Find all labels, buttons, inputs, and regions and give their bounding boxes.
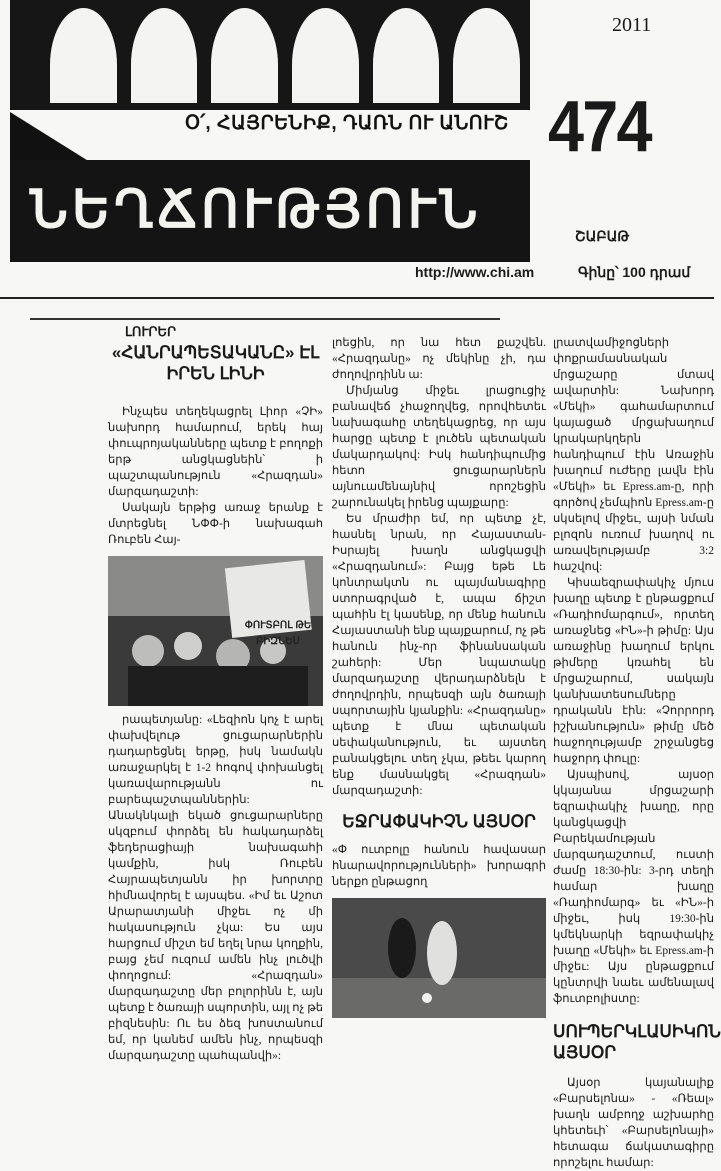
article-body: լրատվամիջոցների փոքրամասնական մրցաշարը մտավ ավարտին: Նախորդ «Մեկի» գահամարտում կայացած մրցախաղում կրակարկղերն հանդիպում էին Առաջին խաղում ուժերը լավն էին «Մեկի» եւ Epress.am-ը, որի գործով չեմպիոն Epress.am-ը սկսելով միջեւ, այսի նման բլոզոն ուռում խաղով ու առավելությամբ 3:2 հաշվով: <box>553 337 714 573</box>
issue-price: Գինը՝ 100 դրամ <box>578 264 691 280</box>
protest-sign-text: ՓՈՒՏԲՈԼ ԹԵ ԲԻԶՆԵՍ <box>244 620 312 647</box>
article-body: րապետյանը: «Լեզիոն կոչ է արել փախվելութ ցուցարարներին դադարեցնել երթը, իսկ նամակն առաջարկել է 1-2 հոգով փոխանցել կառավարությանն ու բարեպաշտպաններին: Անակնկալի եկած ցուցարարները սկզբում փորձել են հակադարձել ֆեդերացիայի նախագահի կամքին, իսկ Ռուբեն Հայրապետյանն իր խորտրը հիմնավորել է այսպես. «Իմ եւ Աշոտ Արարատյանի միջեւ ոչ մի հակասություն չկա: Ես այս հարցում միշտ եմ եղել նրա կողքին, բայց չեմ ուզում ամեն ինչ լուծվի փողոցում: «Հրազդան» մարզադաշտը մեր բոլորինն է, այն պետք է ծառայի սպորտին, այլ ոչ թե բիզնեսին: Ու ես ձեզ խոստանում եմ, որ կանեմ ամեն ինչ, որպեսզի մարզադաշտը պահպանվի»: <box>108 714 323 1062</box>
article-lead: «Փ ուտբոլը հանուն հավասար հնարավորությունների» խորագրի ներքո ընթացող <box>332 844 546 888</box>
masthead <box>10 0 530 262</box>
article-headline: «ՀԱՆՐԱՊԵՏԱԿԱՆԸ» ԷԼ ԻՐԵՆ ԼԻՆԻ <box>111 343 320 383</box>
protest-photo <box>108 556 323 706</box>
article-headline: ՍՈՒՊԵՐԿԼԱՍԻԿՈՆ ԱՅՍՕՐ <box>553 1022 721 1062</box>
football-photo-image <box>332 898 546 1018</box>
article-body: Միմյանց միջեւ լրացուցիչ բանավեճ չհաջողվեց, որովհետեւ նախագահը տեղեկացրեց, որ այս հարցը պետք է լուծեն պետական մակարդակով: Իսկ հանդիպումից հետո ցուցարարներն այնուամենայնիվ որոշեցին շարունակել իրենց պայքարը: <box>332 385 546 509</box>
article-body: լոեցին, որ նա հետ քաշվեն. «Հրազդանը» ոչ մեկինը չի, դա ժողովրդինն ա: <box>332 337 546 381</box>
masthead-divider <box>0 297 714 299</box>
article-body: Այսպիսով, այսօր կկայանա մրցաշարի եզրափակիչ խաղը, որը կանցկացվի Բարեկամության մարզադաշտում, ուստի ժամը 18:30-ին: 3-րդ տեղի համար խաղը «Ռադիոմարգ» եւ «ԻՆ»-ի միջեւ, իսկ 19:30-ին կմեկնարկի եզրափակիչ խաղը «Մեկի» եւ Epress.am-ի միջեւ: Այս ընթացքում կընտրվի նաեւ ամենալավ ֆուտբոլիստը: <box>553 769 714 1005</box>
masthead-logo-bottom <box>10 160 530 262</box>
article-lead: Ինչպես տեղեկացրել Լիոր «ՉԻ» նախորդ համարում, երեկ հայ փուպրոյականները պետք է բողոքի երթ անցկացնեին՝ ի պաշտպանություն «Հրազդան» մարզադաշտի: <box>108 406 323 498</box>
article-lead: Այսօր կայանալիք «Բարսելոնա» - «Ռեալ» խաղն ամբողջ աշխարհը կհետեւի՝ «Բարսելոնայի» հետագա ճակատագիրը որոշելու համար: <box>553 1077 714 1169</box>
article-column-1 <box>108 342 323 1064</box>
issue-year: 2011 <box>612 14 652 36</box>
article-headline: ԵՋՐԱՓԱԿԻՉՆ ԱՅՍՕՐ <box>342 812 536 831</box>
website-url[interactable]: http://www.chi.am <box>415 264 535 280</box>
article-body: Կիսաեզրափակիչ մյուս խաղը պետք է ընթացքում «Ռադիոմարգում», որտեղ առաջնեց «ԻՆ»-ի թիմը: Այս առաջինը խաղում երկու թիմերը կռահել են մրցաշարում, սակայն կանխատեսումները դրականն էին: «Չորրորդ իշխանություն» թիմը մեծ հաջողությամբ շրջանցեց հաջորդ փուլը: <box>553 577 714 765</box>
section-divider <box>30 318 500 320</box>
issue-number: 474 <box>548 87 651 167</box>
article-column-2 <box>332 335 546 1018</box>
masthead-slogan: Օ՛, ՀԱՅՐԵՆԻՔ, ԴԱՌՆ ՈՒ ԱՆՈՒՇ <box>185 113 509 134</box>
football-photo <box>332 898 546 1018</box>
article-body: Ես մրաժիր եմ, որ պետք չէ, հասնել նրան, որ Հայաստան-Իսրայել խաղն անցկացվի «Հրազդանում»: Բայց եթե Լե կոնտրակտն ու պայմանագիրը ստորագրված է, ապա ճիշտ պահին էլ կասենք, որ մենք հանուն Հայաստանի ենք պայքարում, ոչ թե հանուն ինչ-որ ֆինանսական շահերի: Մեր նպատակը մարզադաշտը վերադարձնելն է ժողովրդին, որպեսզի այն ծառայի սպորտային կյանքին: «Հրազդանը» պետք է մնա պետական սեփականություն, եւ այստեղ բանակցելու տեղ չկա, թեեւ կարող ենք մասնակցել «Հրազդան» մարզադաշտի: <box>332 513 546 797</box>
masthead-wordmark: ՆԵՂՃՈՒԹՅՈՒՆ <box>30 181 482 239</box>
article-paragraph: Սակայն երթից առաջ երանք է մտրեցնել ՆՓՓ-ի նախագահ Ռուբեն Հայ- <box>108 502 323 546</box>
masthead-logo-top <box>10 0 530 110</box>
article-column-3 <box>553 335 721 1169</box>
issue-weekday: ՇԱԲԱԹ <box>575 228 630 244</box>
section-label: ԼՈՒՐԵՐ <box>125 324 176 339</box>
